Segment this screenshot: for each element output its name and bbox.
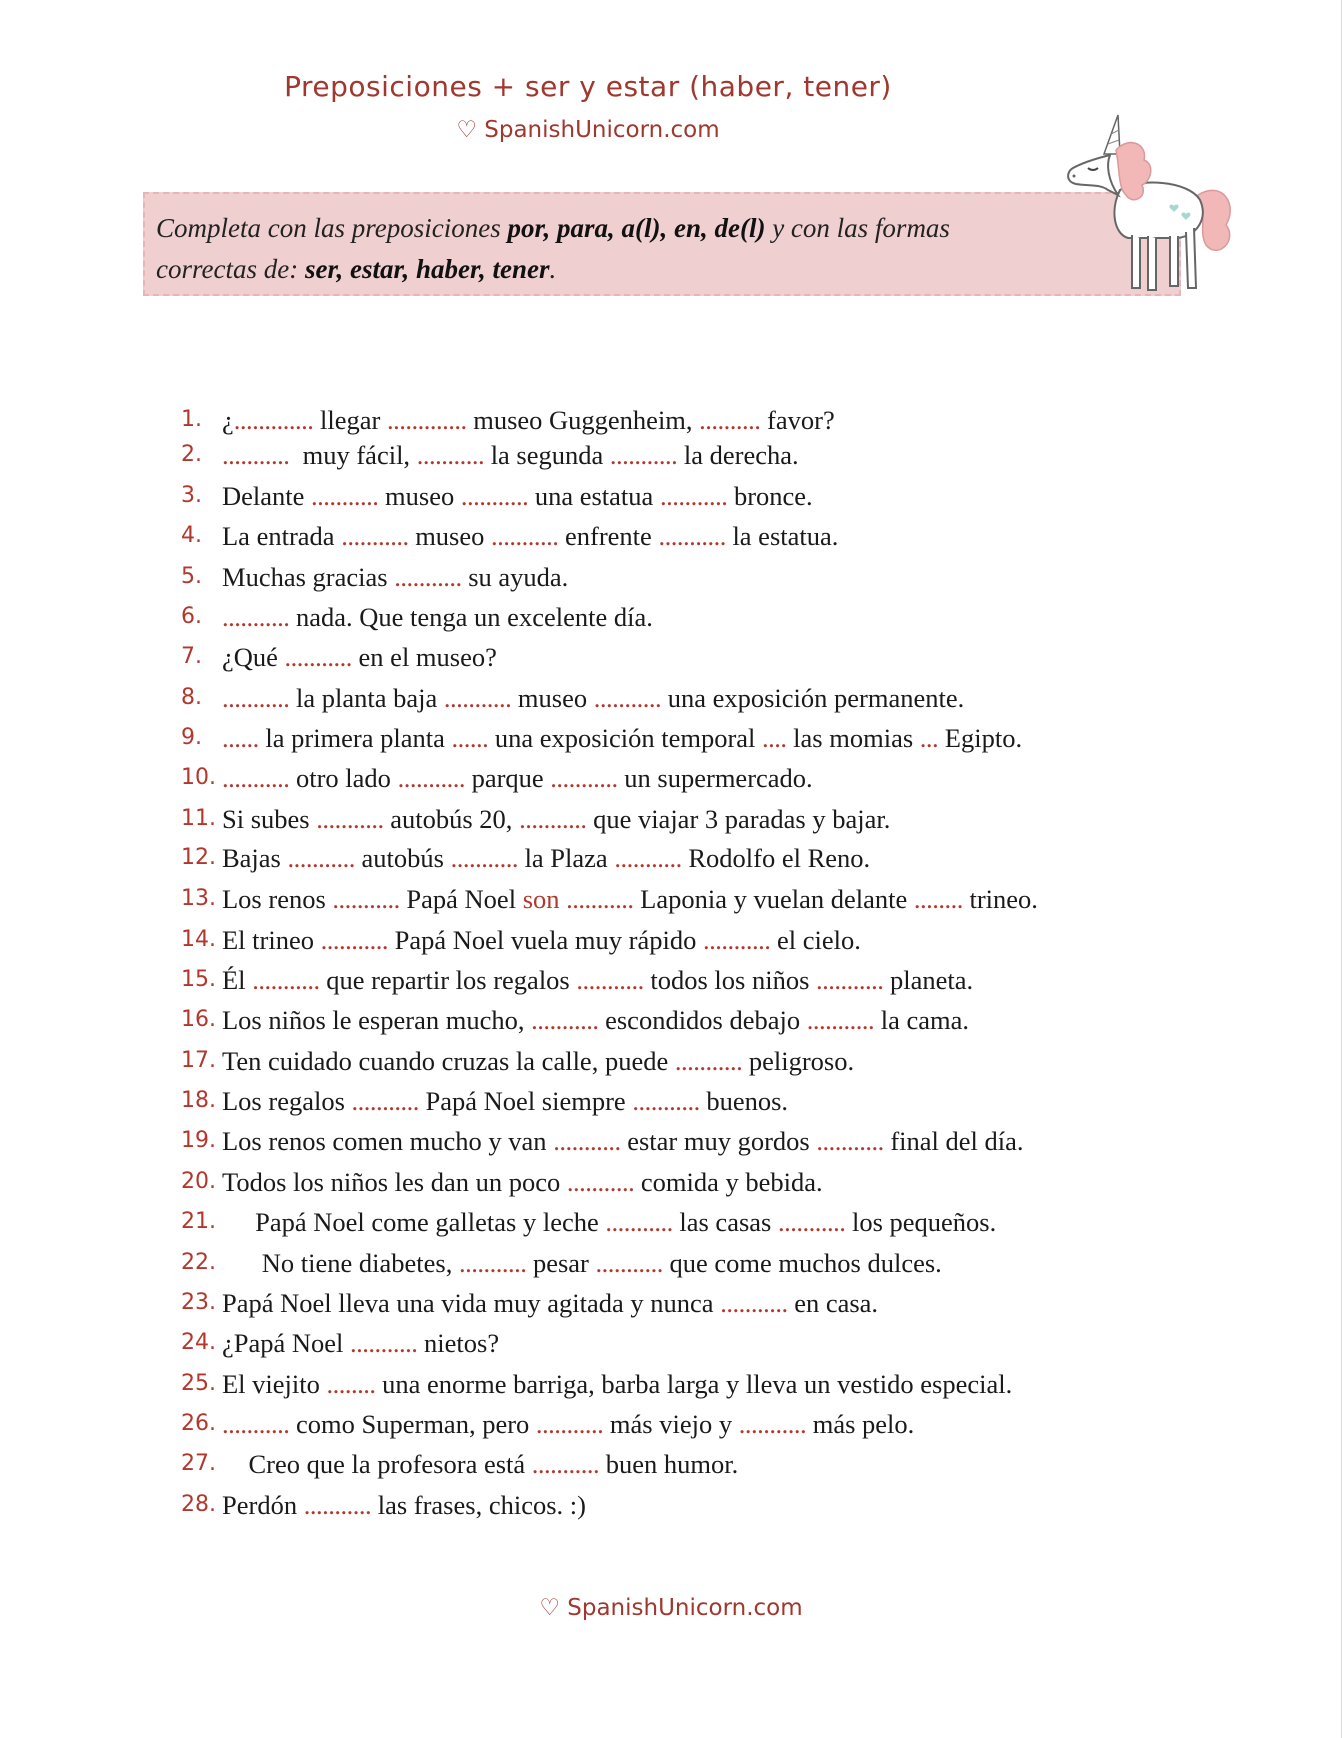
answer-blank[interactable]: ........... xyxy=(702,925,771,955)
item-text: ........... la planta baja ........... museo ........... una exposición permanente. xyxy=(222,683,965,713)
exercise-item xyxy=(0,435,1342,475)
answer-blank[interactable]: ........... xyxy=(316,804,384,834)
answer-blank[interactable]: ........... xyxy=(738,1409,807,1439)
instruction-text: Completa con las preposiciones xyxy=(156,213,508,243)
item-number: 25. xyxy=(181,1371,216,1396)
item-number: 12. xyxy=(181,845,216,870)
item-number: 21. xyxy=(181,1209,216,1234)
item-text: ¿Papá Noel ........... nietos? xyxy=(222,1328,500,1358)
answer-blank[interactable]: ........... xyxy=(531,1449,600,1479)
item-number: 22. xyxy=(181,1250,216,1275)
answer-blank[interactable]: ........... xyxy=(443,683,512,713)
answer-blank[interactable]: ........... xyxy=(303,1490,372,1520)
answer-blank[interactable]: ........... xyxy=(252,965,320,995)
answer-blank[interactable]: ........... xyxy=(287,843,355,873)
item-number: 2. xyxy=(181,442,202,467)
answer-blank[interactable]: .......... xyxy=(699,405,761,435)
item-text: Si subes ........... autobús 20, ........... que viajar 3 paradas y bajar. xyxy=(222,804,891,834)
instruction-text-2: y con las formas xyxy=(765,213,950,243)
item-number: 27. xyxy=(181,1451,216,1476)
item-number: 9. xyxy=(181,725,202,750)
exercise-item xyxy=(0,1243,1342,1283)
item-number: 4. xyxy=(181,523,202,548)
instruction-text-4: . xyxy=(549,254,557,284)
exercise-item xyxy=(0,476,1342,516)
answer-blank[interactable]: ............. xyxy=(233,405,314,435)
instruction-verbs: ser, estar, haber, tener xyxy=(304,254,550,284)
answer-blank[interactable]: ........... xyxy=(350,1328,418,1358)
answer-blank[interactable]: ........... xyxy=(311,481,379,511)
item-text: Los renos comen mucho y van ........... estar muy gordos ........... final del día. xyxy=(222,1126,1024,1156)
answer-blank[interactable]: ........... xyxy=(806,1005,875,1035)
item-number: 3. xyxy=(181,483,202,508)
answer-blank[interactable]: ........... xyxy=(531,1005,599,1035)
exercise-item xyxy=(0,960,1342,1000)
exercise-item xyxy=(0,1202,1342,1242)
item-text: El viejito ........ una enorme barriga, barba larga y lleva un vestido especial. xyxy=(222,1369,1013,1399)
item-text: Papá Noel lleva una vida muy agitada y nunca ........... en casa. xyxy=(222,1288,879,1318)
item-number: 1. xyxy=(181,407,202,432)
answer-blank[interactable]: ........... xyxy=(519,804,587,834)
exercise-item xyxy=(0,1323,1342,1363)
answer-blank[interactable]: ........... xyxy=(609,440,678,470)
answer-blank[interactable]: ........... xyxy=(284,642,352,672)
exercise-item xyxy=(0,637,1342,677)
item-number: 6. xyxy=(181,604,202,629)
answer-blank[interactable]: ........... xyxy=(595,1248,663,1278)
item-number: 5. xyxy=(181,564,202,589)
item-number: 18. xyxy=(181,1088,216,1113)
highlighted-word: son xyxy=(522,884,560,914)
answer-blank[interactable]: ........... xyxy=(816,1126,884,1156)
exercise-item xyxy=(0,678,1342,718)
page-title: Preposiciones + ser y estar (haber, tener) xyxy=(284,70,892,103)
item-text: ........... nada. Que tenga un excelente día. xyxy=(222,602,653,632)
exercise-item xyxy=(0,597,1342,637)
instruction-text-3: correctas de: xyxy=(156,254,305,284)
item-text: Él ........... que repartir los regalos ........... todos los niños ........... planeta. xyxy=(222,965,974,995)
item-number: 19. xyxy=(181,1128,216,1153)
exercise-item xyxy=(0,1121,1342,1161)
answer-blank[interactable]: ........... xyxy=(593,683,662,713)
exercise-item xyxy=(0,400,1342,440)
exercise-item xyxy=(0,758,1342,798)
site-link-bottom[interactable]: ♡ SpanishUnicorn.com xyxy=(539,1595,803,1621)
answer-blank[interactable]: ........... xyxy=(614,843,682,873)
answer-blank[interactable]: ........... xyxy=(605,1207,673,1237)
answer-blank[interactable]: ........... xyxy=(816,965,884,995)
answer-blank[interactable]: ...... xyxy=(451,723,489,753)
item-text: Los niños le esperan mucho, ........... escondidos debajo ........... la cama. xyxy=(222,1005,970,1035)
item-text: ........... muy fácil, ........... la segunda ........... la derecha. xyxy=(222,440,799,470)
item-number: 15. xyxy=(181,967,216,992)
answer-blank[interactable]: ........... xyxy=(566,884,634,914)
answer-blank[interactable]: ........... xyxy=(460,481,529,511)
answer-blank[interactable]: ........... xyxy=(550,763,618,793)
exercise-item xyxy=(0,1364,1342,1404)
item-text: ...... la primera planta ...... una exposición temporal .... las momias ... Egipto. xyxy=(222,723,1023,753)
item-text: ¿............. llegar ............. museo Guggenheim, .......... favor? xyxy=(222,405,835,435)
item-text: Papá Noel come galletas y leche ........... las casas ........... los pequeños. xyxy=(222,1207,997,1237)
answer-blank[interactable]: ........... xyxy=(632,1086,700,1116)
answer-blank[interactable]: ........... xyxy=(320,925,388,955)
item-number: 7. xyxy=(181,644,202,669)
exercise-item xyxy=(0,1000,1342,1040)
answer-blank[interactable]: ........... xyxy=(341,521,409,551)
answer-blank[interactable]: ........ xyxy=(913,884,963,914)
item-text: ........... como Superman, pero ........... más viejo y ........... más pelo. xyxy=(222,1409,915,1439)
answer-blank[interactable]: ........... xyxy=(222,763,290,793)
answer-blank[interactable]: ........... xyxy=(566,1167,635,1197)
item-text: Los regalos ........... Papá Noel siempre ........... buenos. xyxy=(222,1086,789,1116)
item-number: 13. xyxy=(181,886,216,911)
exercise-item xyxy=(0,879,1342,919)
answer-blank[interactable]: ........... xyxy=(416,440,485,470)
answer-blank[interactable]: ........... xyxy=(535,1409,604,1439)
exercise-item xyxy=(0,1162,1342,1202)
answer-blank[interactable]: ........... xyxy=(351,1086,419,1116)
answer-blank[interactable]: ........... xyxy=(674,1046,743,1076)
answer-blank[interactable]: ........ xyxy=(326,1369,376,1399)
item-text: No tiene diabetes, ........... pesar ........... que come muchos dulces. xyxy=(222,1248,942,1278)
item-number: 16. xyxy=(181,1007,216,1032)
answer-blank[interactable]: ...... xyxy=(222,723,259,753)
exercise-item xyxy=(0,1485,1342,1525)
answer-blank[interactable]: ........... xyxy=(553,1126,621,1156)
answer-blank[interactable]: ........... xyxy=(397,763,465,793)
item-text: Todos los niños les dan un poco ........... comida y bebida. xyxy=(222,1167,823,1197)
answer-blank[interactable]: ........... xyxy=(394,562,462,592)
item-number: 8. xyxy=(181,685,202,710)
item-number: 28. xyxy=(181,1492,216,1517)
exercise-item xyxy=(0,557,1342,597)
item-text: Creo que la profesora está ........... buen humor. xyxy=(222,1449,739,1479)
answer-blank[interactable]: ........... xyxy=(222,602,290,632)
answer-blank[interactable]: ............. xyxy=(386,405,467,435)
item-text: ........... otro lado ........... parque ........... un supermercado. xyxy=(222,763,813,793)
answer-blank[interactable]: ........... xyxy=(777,1207,846,1237)
item-number: 20. xyxy=(181,1169,216,1194)
item-text: El trineo ........... Papá Noel vuela muy rápido ........... el cielo. xyxy=(222,925,861,955)
answer-blank[interactable]: ........... xyxy=(222,1409,290,1439)
item-number: 23. xyxy=(181,1290,216,1315)
answer-blank[interactable]: ........... xyxy=(332,884,400,914)
item-text: Muchas gracias ........... su ayuda. xyxy=(222,562,569,592)
item-text: Delante ........... museo ........... una estatua ........... bronce. xyxy=(222,481,813,511)
exercise-item xyxy=(0,838,1342,878)
item-text: Bajas ........... autobús ........... la Plaza ........... Rodolfo el Reno. xyxy=(222,843,871,873)
item-number: 10. xyxy=(181,765,216,790)
instruction-box xyxy=(143,192,1181,296)
exercise-item xyxy=(0,799,1342,839)
item-text: Ten cuidado cuando cruzas la calle, puede ........... peligroso. xyxy=(222,1046,855,1076)
answer-blank[interactable]: ........... xyxy=(491,521,559,551)
exercise-item xyxy=(0,1041,1342,1081)
item-text: La entrada ........... museo ........... enfrente ........... la estatua. xyxy=(222,521,839,551)
answer-blank[interactable]: ........... xyxy=(659,481,728,511)
answer-blank[interactable]: ........... xyxy=(658,521,726,551)
exercise-item xyxy=(0,1404,1342,1444)
item-number: 14. xyxy=(181,927,216,952)
site-link-top[interactable]: ♡ SpanishUnicorn.com xyxy=(456,117,720,143)
exercise-item xyxy=(0,718,1342,758)
exercise-item xyxy=(0,920,1342,960)
answer-blank[interactable]: ........... xyxy=(222,683,290,713)
answer-blank[interactable]: ........... xyxy=(720,1288,788,1318)
answer-blank[interactable]: ........... xyxy=(450,843,518,873)
item-number: 26. xyxy=(181,1411,216,1436)
answer-blank[interactable]: ........... xyxy=(576,965,644,995)
item-text: Los renos ........... Papá Noel son ........... Laponia y vuelan delante ........ trineo. xyxy=(222,884,1038,914)
instruction-prepositions: por, para, a(l), en, de(l) xyxy=(507,213,766,243)
exercise-item xyxy=(0,516,1342,556)
answer-blank[interactable]: .... xyxy=(762,723,787,753)
answer-blank[interactable]: ........... xyxy=(458,1248,527,1278)
unicorn-icon xyxy=(1048,110,1238,300)
item-text: ¿Qué ........... en el museo? xyxy=(222,642,497,672)
exercise-item xyxy=(0,1283,1342,1323)
answer-blank[interactable]: ... xyxy=(919,723,939,753)
item-number: 24. xyxy=(181,1330,216,1355)
exercise-item xyxy=(0,1444,1342,1484)
item-text: Perdón ........... las frases, chicos. :) xyxy=(222,1490,586,1520)
item-number: 17. xyxy=(181,1048,216,1073)
answer-blank[interactable]: ........... xyxy=(222,440,290,470)
item-number: 11. xyxy=(181,806,216,831)
exercise-item xyxy=(0,1081,1342,1121)
